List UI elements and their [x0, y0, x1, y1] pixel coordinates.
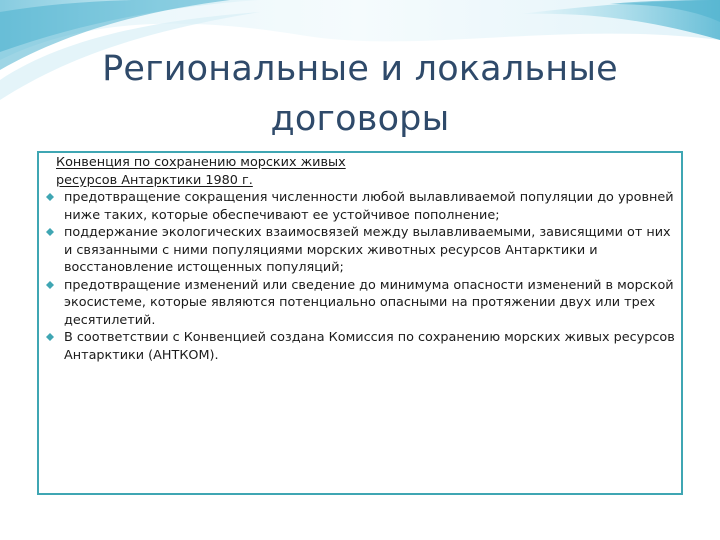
list-item-text: поддержание экологических взаимосвязей между вылавливаемыми, зависящими от них и связанными с ними популяциями морских животных ресурсов Антарктики и восстановление истощенных популяций;: [64, 225, 671, 275]
diamond-bullet-icon: [46, 193, 54, 201]
list-item: [45, 329, 680, 364]
list-item-text: предотвращение изменений или сведение до минимума опасности изменений в морской экосистеме, которые являются потенциально опасными на протяжении двух или трех десятилетий.: [64, 277, 674, 328]
diamond-bullet-icon: [46, 228, 54, 236]
slide-title-line-1: Региональные и локальные: [102, 49, 618, 89]
list-item-text: В соответствии с Конвенцией создана Комиссия по сохранению морских живых ресурсов Антарктики (АНТКОМ).: [64, 330, 675, 363]
convention-heading-line-2: ресурсов Антарктики 1980 г.: [56, 172, 253, 188]
list-item-text: предотвращение сокращения численности любой вылавливаемой популяции до уровней ниже таких, которые обеспечивают ее устойчивое пополнение;: [64, 190, 674, 223]
list-item: [45, 189, 680, 224]
list-item: [45, 224, 680, 277]
list-item: [45, 277, 680, 330]
convention-heading-line-1: Конвенция по сохранению морских живых: [56, 155, 346, 170]
slide-title-line-2: договоры: [270, 99, 450, 139]
convention-heading: [56, 154, 680, 189]
content-body: [45, 154, 680, 364]
bullet-list: [45, 189, 680, 364]
slide-title: [40, 44, 680, 144]
diamond-bullet-icon: [46, 333, 54, 341]
diamond-bullet-icon: [46, 281, 54, 289]
